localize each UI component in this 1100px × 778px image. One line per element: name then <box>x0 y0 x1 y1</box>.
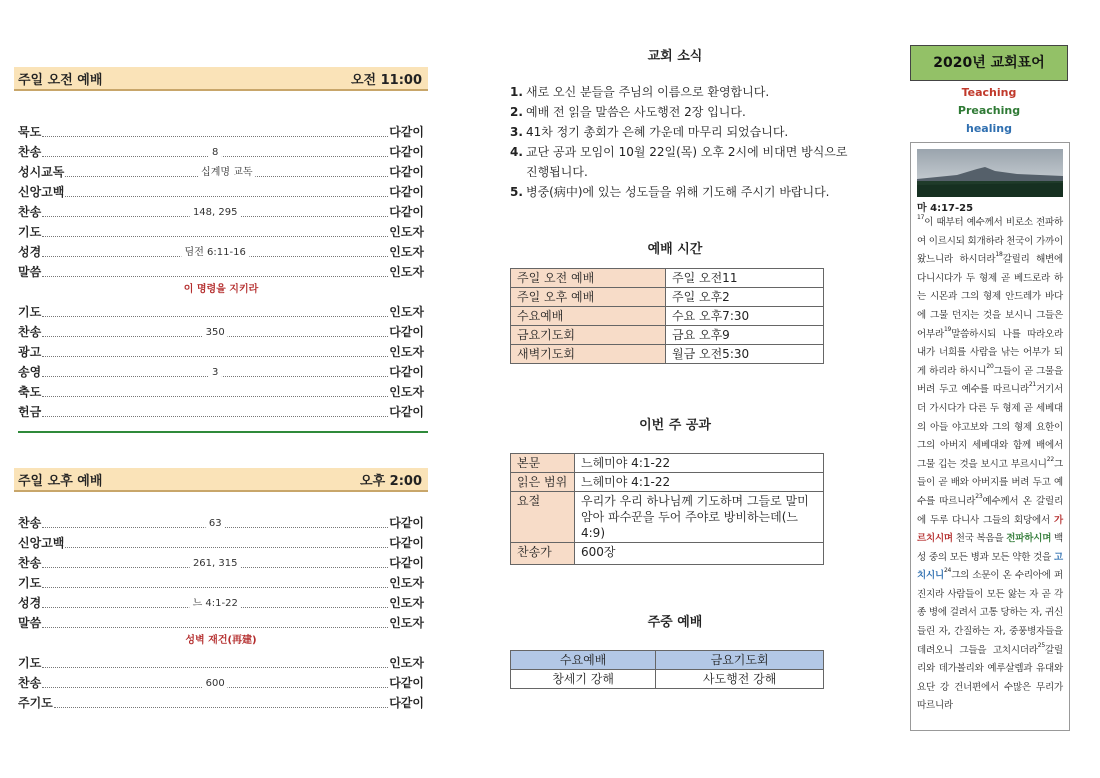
dotted-leader <box>42 136 388 137</box>
verse-segment: 그의 소문이 온 수리아에 퍼진지라 사람들이 모든 앓는 자 곧 각종 병에 걸려서 고통 당하는 자, 귀신 들린 자, 간질하는 자, 중풍병자들을 데려오니 그들을 고치시더라 <box>917 570 1063 656</box>
order-row <box>18 511 424 531</box>
order-leader: 다같이 <box>389 125 424 139</box>
dotted-leader <box>42 627 388 628</box>
verse-number: 22 <box>1046 455 1055 463</box>
order-row <box>18 400 424 420</box>
midweek-value-row <box>511 670 824 689</box>
verse-number: 18 <box>995 251 1003 259</box>
dotted-leader <box>42 316 388 317</box>
schedule-row <box>511 307 824 326</box>
dotted-leader <box>42 356 388 357</box>
morning-service-header <box>14 67 428 91</box>
dotted-leader <box>42 667 388 668</box>
lesson-label: 찬송가 <box>511 543 575 565</box>
order-leader: 다같이 <box>389 325 424 339</box>
afternoon-service-time: 오후 2:00 <box>360 473 422 489</box>
schedule-service-name: 주일 오후 예배 <box>511 288 666 307</box>
lesson-label: 읽은 범위 <box>511 473 575 492</box>
order-row <box>18 340 424 360</box>
order-item: 기도 <box>18 576 42 590</box>
order-row <box>18 591 424 611</box>
order-detail: 148, 295 <box>190 205 241 220</box>
order-row <box>18 551 424 571</box>
news-number: 1. <box>510 85 523 99</box>
schedule-title: 예배 시간 <box>647 242 703 257</box>
schedule-service-name: 주일 오전 예배 <box>511 269 666 288</box>
schedule-service-time: 금요 오후9 <box>666 326 824 345</box>
landscape-image <box>917 149 1063 197</box>
news-title: 교회 소식 <box>647 49 703 64</box>
afternoon-order-list <box>18 511 424 711</box>
order-leader: 다같이 <box>389 676 424 690</box>
order-row <box>18 691 424 711</box>
order-detail: 느 4:1-22 <box>190 596 241 611</box>
order-item: 기도 <box>18 656 42 670</box>
order-item: 송영 <box>18 365 42 379</box>
afternoon-service-title: 주일 오후 예배 <box>18 473 103 489</box>
order-row <box>18 120 424 140</box>
verse-number: 20 <box>986 362 994 370</box>
order-item: 성시교독 <box>18 165 65 179</box>
dotted-leader <box>54 707 388 708</box>
news-text: 교단 공과 모임이 10월 22일(목) 오후 2시에 비대면 방식으로 진행됩니다. <box>526 145 848 179</box>
dotted-leader <box>65 196 388 197</box>
order-leader: 다같이 <box>389 405 424 419</box>
order-item: 기도 <box>18 225 42 239</box>
order-row <box>18 380 424 400</box>
schedule-row <box>511 345 824 364</box>
midweek-table <box>510 650 824 689</box>
order-row <box>18 260 424 280</box>
order-leader: 다같이 <box>389 205 424 219</box>
order-leader: 다같이 <box>389 556 424 570</box>
order-item: 찬송 <box>18 145 42 159</box>
dotted-leader <box>42 147 388 158</box>
order-row <box>18 611 424 631</box>
lesson-title: 이번 주 공과 <box>639 418 711 433</box>
order-leader: 인도자 <box>389 225 424 239</box>
news-item <box>510 102 850 122</box>
verse-segment: 갈릴리 해변에 다니시다가 두 형제 곧 베드로라 하는 시몬과 그의 형제 안드레가 바다에 그물 던지는 것을 보시니 그들은 어부라 <box>917 254 1064 340</box>
lesson-row <box>511 492 824 543</box>
lesson-row <box>511 473 824 492</box>
schedule-service-time: 월금 오전5:30 <box>666 345 824 364</box>
schedule-service-time: 주일 오전11 <box>666 269 824 288</box>
order-item: 성경 <box>18 596 42 610</box>
news-text: 병중(病中)에 있는 성도들을 위해 기도해 주시기 바랍니다. <box>526 185 830 199</box>
verse-number: 19 <box>943 325 952 333</box>
schedule-row <box>511 269 824 288</box>
verse-segment: 거기서 더 가시다가 다른 두 형제 곧 세베대의 아들 야고보와 그의 형제 요한이 그의 아버지 세베대와 함께 배에서 그물 깁는 것을 보시고 부르시니 <box>917 384 1063 470</box>
news-item <box>510 142 850 182</box>
verse-segment: 천국 복음을 <box>952 533 1007 545</box>
dotted-leader <box>65 547 388 548</box>
order-item: 주기도 <box>18 696 53 710</box>
dotted-leader <box>42 416 388 417</box>
dotted-leader <box>42 236 388 237</box>
order-item: 헌금 <box>18 405 42 419</box>
news-text: 예배 전 읽을 말씀은 사도행전 2장 입니다. <box>526 105 746 119</box>
midweek-title: 주중 예배 <box>647 615 703 630</box>
scripture-text <box>917 214 1063 716</box>
morning-order-list <box>18 120 424 420</box>
verse-number: 17 <box>917 214 925 221</box>
schedule-service-name: 금요기도회 <box>511 326 666 345</box>
afternoon-service-header <box>14 468 428 492</box>
lesson-row <box>511 543 824 565</box>
motto-line-healing: healing <box>966 122 1012 135</box>
lesson-value: 600장 <box>575 543 824 565</box>
lesson-label: 요절 <box>511 492 575 543</box>
morning-service-time: 오전 11:00 <box>350 72 422 88</box>
order-item: 찬송 <box>18 325 42 339</box>
schedule-row <box>511 288 824 307</box>
order-row <box>18 300 424 320</box>
order-leader: 인도자 <box>389 245 424 259</box>
schedule-table <box>510 268 824 364</box>
order-detail: 8 <box>209 145 221 160</box>
dotted-leader <box>42 587 388 588</box>
order-item: 성경 <box>18 245 42 259</box>
verse-number: 25 <box>1037 641 1046 649</box>
verse-number: 23 <box>975 492 983 500</box>
order-leader: 다같이 <box>389 185 424 199</box>
dotted-leader <box>42 247 388 258</box>
news-item <box>510 122 850 142</box>
order-row <box>18 220 424 240</box>
news-number: 3. <box>510 125 523 139</box>
order-leader: 인도자 <box>389 345 424 359</box>
order-item: 말씀 <box>18 265 42 279</box>
order-leader: 인도자 <box>389 265 424 279</box>
order-detail: 600 <box>203 676 228 691</box>
order-leader: 다같이 <box>389 145 424 159</box>
motto-line-teaching: Teaching <box>961 86 1017 99</box>
order-leader: 인도자 <box>389 616 424 630</box>
order-leader: 다같이 <box>389 696 424 710</box>
order-item: 기도 <box>18 305 42 319</box>
verse-segment: 그들이 곧 그물을 버려 두고 예수를 따르니라 <box>917 365 1063 396</box>
order-row <box>18 571 424 591</box>
order-item: 광고 <box>18 345 42 359</box>
news-item <box>510 182 850 202</box>
order-item: 찬송 <box>18 556 42 570</box>
verse-segment: 전파하시며 <box>1006 533 1052 545</box>
order-leader: 인도자 <box>389 656 424 670</box>
dotted-leader <box>42 207 388 218</box>
midweek-header-wed: 수요예배 <box>511 651 656 670</box>
order-item: 신앙고백 <box>18 536 65 550</box>
lesson-row <box>511 454 824 473</box>
verse-number: 21 <box>1028 381 1037 389</box>
news-list <box>510 82 850 202</box>
news-item <box>510 82 850 102</box>
morning-service-title: 주일 오전 예배 <box>18 72 103 88</box>
order-row <box>18 531 424 551</box>
schedule-service-time: 주일 오후2 <box>666 288 824 307</box>
sermon-title: 성벽 재건(再建) <box>185 635 257 646</box>
news-text: 41차 정기 총회가 은혜 가운데 마무리 되었습니다. <box>526 125 789 139</box>
news-number: 4. <box>510 145 523 159</box>
order-item: 신앙고백 <box>18 185 65 199</box>
lesson-value: 느헤미야 4:1-22 <box>575 454 824 473</box>
verse-segment: 말씀하시되 나를 따라오라 내가 너희를 사람을 낚는 어부가 되게 하리라 하시니 <box>917 328 1063 377</box>
order-item: 찬송 <box>18 205 42 219</box>
order-row <box>18 360 424 380</box>
order-detail: 261, 315 <box>190 556 241 571</box>
dotted-leader <box>65 167 388 178</box>
verse-segment: 고치시니 <box>917 551 1063 582</box>
schedule-row <box>511 326 824 345</box>
verse-number: 24 <box>943 567 952 575</box>
section-divider <box>18 431 428 433</box>
verse-segment: 예수께서 온 갈릴리에 두루 다니사 그들의 회당에서 <box>917 495 1063 526</box>
dotted-leader <box>42 598 388 609</box>
order-item: 말씀 <box>18 616 42 630</box>
verse-segment: 백성 중의 모든 병과 모든 약한 것을 <box>917 533 1063 563</box>
schedule-service-name: 새벽기도회 <box>511 345 666 364</box>
order-detail: 십계명 교독 <box>198 165 255 180</box>
schedule-service-name: 수요예배 <box>511 307 666 326</box>
dotted-leader <box>42 276 388 277</box>
order-leader: 인도자 <box>389 596 424 610</box>
news-number: 2. <box>510 105 523 119</box>
order-leader: 다같이 <box>389 165 424 179</box>
midweek-header-fri: 금요기도회 <box>656 651 824 670</box>
midweek-value-fri: 사도행전 강해 <box>656 670 824 689</box>
verse-segment: 가르치시며 <box>917 514 1063 545</box>
lesson-value: 느헤미야 4:1-22 <box>575 473 824 492</box>
schedule-service-time: 수요 오후7:30 <box>666 307 824 326</box>
dotted-leader <box>42 678 388 689</box>
verse-segment: 이 때부터 예수께서 비로소 전파하여 이르시되 회개하라 천국이 가까이 왔느니라 하시더라 <box>917 217 1063 266</box>
lesson-value: 우리가 우리 하나님께 기도하며 그들로 말미암아 파수꾼을 두어 주야로 방비하는데(느 4:9) <box>575 492 824 543</box>
order-item: 축도 <box>18 385 42 399</box>
news-number: 5. <box>510 185 523 199</box>
dotted-leader <box>42 367 388 378</box>
midweek-value-wed: 창세기 강해 <box>511 670 656 689</box>
verse-segment: 그들이 곧 배와 아버지를 버려 두고 예수를 따르니라 <box>917 458 1063 507</box>
scripture-box <box>910 142 1070 731</box>
order-leader: 인도자 <box>389 305 424 319</box>
lesson-table <box>510 453 824 565</box>
order-detail: 63 <box>206 516 225 531</box>
order-leader: 인도자 <box>389 385 424 399</box>
order-leader: 다같이 <box>389 536 424 550</box>
order-item: 찬송 <box>18 516 42 530</box>
order-row <box>18 200 424 220</box>
motto-line-preaching: Preaching <box>957 104 1021 117</box>
sermon-title: 이 명령을 지키라 <box>183 284 259 295</box>
order-row <box>18 651 424 671</box>
order-row <box>18 671 424 691</box>
order-leader: 인도자 <box>389 576 424 590</box>
midweek-header-row <box>511 651 824 670</box>
motto-title-box: 2020년 교회표어 <box>910 45 1068 81</box>
dotted-leader <box>42 396 388 397</box>
news-text: 새로 오신 분들을 주님의 이름으로 환영합니다. <box>526 85 770 99</box>
dotted-leader <box>42 518 388 529</box>
order-leader: 다같이 <box>389 516 424 530</box>
lesson-label: 본문 <box>511 454 575 473</box>
dotted-leader <box>42 327 388 338</box>
verse-segment: 갈릴리와 데가볼리와 예루살렘과 유대와 요단 강 건너편에서 수많은 무리가 따르니라 <box>917 644 1063 712</box>
order-row <box>18 180 424 200</box>
order-detail: 딤전 6:11-16 <box>182 245 249 260</box>
scripture-reference: 마 4:17-25 <box>917 203 974 214</box>
dotted-leader <box>42 558 388 569</box>
order-row <box>18 160 424 180</box>
order-leader: 다같이 <box>389 365 424 379</box>
order-item: 묵도 <box>18 125 42 139</box>
order-row <box>18 320 424 340</box>
order-item: 찬송 <box>18 676 42 690</box>
order-detail: 3 <box>209 365 221 380</box>
order-detail: 350 <box>203 325 228 340</box>
order-row <box>18 140 424 160</box>
order-row <box>18 240 424 260</box>
